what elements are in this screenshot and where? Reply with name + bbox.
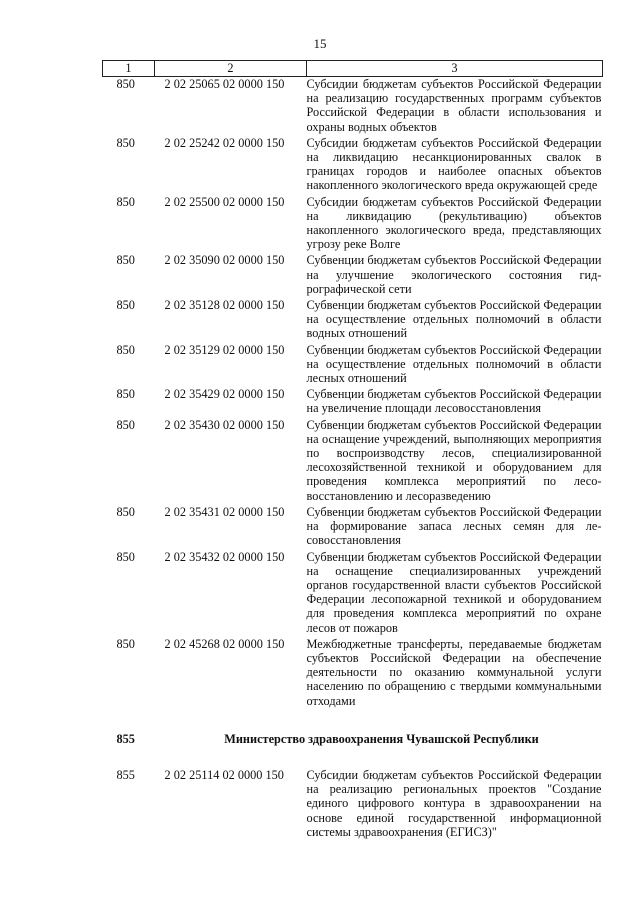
budget-code: 2 02 45268 02 0000 150	[164, 636, 285, 651]
revenue-description: Субвенции бюджетам субъектов Российской Федерации на осуществление отдельных полномочий в области лесных отношений	[306, 342, 602, 386]
revenue-description: Межбюджетные трансферты, передаваемые бюджетам субъектов Российской Федерации на обеспечение деятельности по оказанию коммунальной услуги населению по обращению с твердыми коммунальными отходами	[306, 636, 602, 708]
budget-code: 2 02 25065 02 0000 150	[164, 77, 285, 91]
admin-code: 850	[116, 253, 135, 268]
budget-code: 2 02 25242 02 0000 150	[164, 135, 285, 150]
table-row	[103, 418, 603, 505]
table-row	[103, 768, 603, 841]
revenue-description: Субвенции бюджетам субъектов Российской Федерации на увеличение площади лесовосстановления	[306, 387, 602, 416]
revenue-description: Субвенции бюджетам субъектов Российской Федерации на формирование запаса лесных семян для лесовосстановления	[306, 504, 602, 548]
admin-code: 850	[116, 504, 135, 519]
budget-code: 2 02 35090 02 0000 150	[164, 253, 285, 268]
column-header-3: 3	[307, 61, 603, 77]
budget-code: 2 02 35129 02 0000 150	[164, 342, 285, 357]
admin-code: 850	[116, 549, 135, 564]
budget-code: 2 02 35128 02 0000 150	[164, 298, 285, 313]
admin-code: 850	[116, 194, 135, 209]
budget-code: 2 02 35430 02 0000 150	[164, 417, 285, 432]
revenue-description: Субсидии бюджетам субъектов Российской Федерации на ликвидацию (рекультивацию) объектов накопленного экологического вреда, представляющих угрозу реке Волге	[306, 194, 602, 252]
revenue-description: Субсидии бюджетам субъектов Российской Федерации на ликвидацию несанкционированных свалок в границах городов и наиболее опасных объектов накопленного экологического вреда окружающей среде	[306, 135, 602, 193]
table-row	[103, 136, 603, 195]
admin-code: 850	[116, 342, 135, 357]
budget-code: 2 02 35432 02 0000 150	[164, 549, 285, 564]
table-row	[103, 637, 603, 710]
revenue-description: Субвенции бюджетам субъектов Российской Федерации на оснащение специализированных учреждений органов государственной власти субъектов Российской Федерации лесопожарной техникой и оборудованием для проведения комплекса мероприятий по охране лесов от пожаров	[306, 549, 602, 635]
revenue-description: Субсидии бюджетам субъектов Российской Федерации на реализацию государственных программ субъектов Российской Федерации в области использования и охраны водных объектов	[306, 77, 602, 134]
table-row	[103, 77, 603, 136]
page-number: 15	[313, 36, 327, 51]
revenue-description: Субвенции бюджетам субъектов Российской Федерации на оснащение учреждений, выполняющих мероприятия по воспроизводству лесов, специализированной лесохозяйственной техникой и оборудованием для проведения комплекса мероприятий по лесовосстановлению и лесоразведению	[306, 417, 602, 503]
admin-code: 850	[116, 77, 135, 91]
admin-code: 850	[116, 636, 135, 651]
table-row	[103, 298, 603, 343]
revenue-description: Субсидии бюджетам субъектов Российской Федерации на реализацию региональных проектов "Создание единого цифрового контура в здравоохранении на основе единой государственной информационной системы здравоохранения (ЕГИСЗ)"	[306, 767, 602, 839]
ministry-code: 855	[116, 731, 135, 746]
admin-code: 850	[116, 298, 135, 313]
column-header-2: 2	[155, 61, 307, 77]
revenue-description: Субвенции бюджетам субъектов Российской Федерации на осуществление отдельных полномочий в области водных отношений	[306, 298, 602, 341]
budget-code: 2 02 25114 02 0000 150	[164, 767, 284, 782]
budget-code: 2 02 25500 02 0000 150	[164, 194, 285, 209]
table-row	[103, 253, 603, 298]
table-row	[103, 505, 603, 550]
budget-classification-table	[102, 60, 603, 841]
admin-code: 850	[116, 417, 135, 432]
ministry-heading-row	[103, 710, 603, 768]
admin-code: 855	[116, 767, 135, 782]
budget-code: 2 02 35431 02 0000 150	[164, 504, 285, 519]
table-row	[103, 387, 603, 417]
column-header-1: 1	[103, 61, 155, 77]
revenue-description: Субвенции бюджетам субъектов Российской Федерации на улучшение экологического состояния гидрографической сети	[306, 253, 602, 296]
table-header	[103, 61, 603, 77]
ministry-name: Министерство здравоохранения Чувашской Республики	[224, 731, 539, 746]
table-row	[103, 195, 603, 254]
budget-code: 2 02 35429 02 0000 150	[164, 387, 285, 402]
table-row	[103, 550, 603, 637]
admin-code: 850	[116, 135, 135, 150]
table-row	[103, 343, 603, 388]
admin-code: 850	[116, 387, 135, 402]
